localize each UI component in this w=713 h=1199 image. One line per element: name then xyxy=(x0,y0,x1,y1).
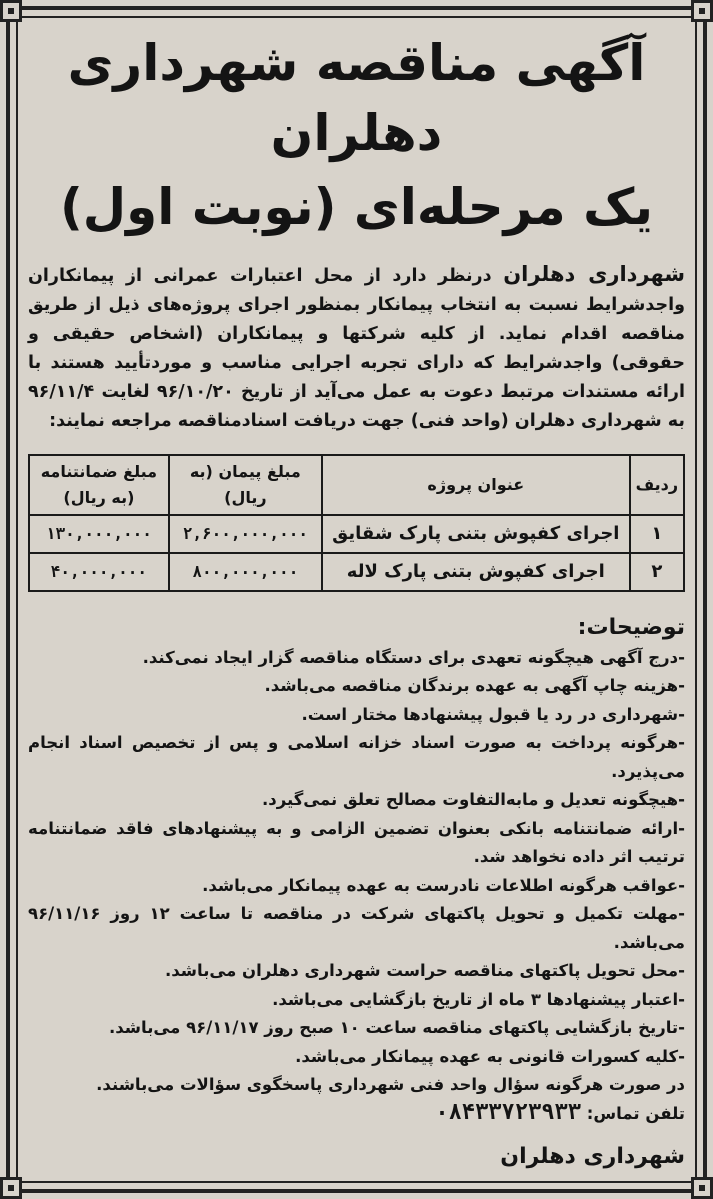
intro-lead: شهرداری دهلران xyxy=(503,262,685,286)
intro-text: درنظر دارد از محل اعتبارات عمرانی از پیمانکاران واجدشرایط نسبت به انتخاب پیمانکار بمنظور اجرای پروژه‌های ذیل از طریق مناقصه اقدام نماید. از کلیه شرکتها و پیمانکاران (اشخاص حقیقی و حقوقی) واجدشرایط که دارای تجربه اجرایی مناسب و موردتأیید هستند با ارائه مستندات مرتبط دعوت به عمل می‌آید از تاریخ ۹۶/۱۰/۲۰ لغایت ۹۶/۱۱/۴ به شهرداری دهلران (واحد فنی) جهت دریافت اسنادمناقصه مراجعه نمایند: xyxy=(28,266,685,431)
list-item: - مهلت تکمیل و تحویل پاکتهای شرکت در مناقصه تا ساعت ۱۲ روز ۹۶/۱۱/۱۶ می‌باشد. xyxy=(28,900,685,957)
contact-line xyxy=(28,1099,685,1128)
header-title: عنوان پروژه xyxy=(322,455,630,515)
notes-list xyxy=(28,644,685,1072)
list-item: - شهرداری در رد یا قبول پیشنهادها مختار است. xyxy=(28,701,685,730)
row-guarantee: ۱۳۰,۰۰۰,۰۰۰ xyxy=(29,515,169,553)
list-item: - تاریخ بازگشایی پاکتهای مناقصه ساعت ۱۰ صبح روز ۹۶/۱۱/۱۷ می‌باشد. xyxy=(28,1014,685,1043)
corner-ornament-icon xyxy=(691,1177,713,1199)
table-row xyxy=(29,553,684,591)
list-item: - کلیه کسورات قانونی به عهده پیمانکار می‌باشد. xyxy=(28,1043,685,1072)
signature: شهرداری دهلران xyxy=(500,1144,685,1169)
row-contract: ۲,۶۰۰,۰۰۰,۰۰۰ xyxy=(169,515,322,553)
header-index: ردیف xyxy=(630,455,684,515)
list-item: - اعتبار پیشنهادها ۳ ماه از تاریخ بازگشایی می‌باشد. xyxy=(28,986,685,1015)
notice-title: آگهی مناقصه شهرداری دهلران xyxy=(67,34,646,162)
corner-ornament-icon xyxy=(691,0,713,22)
list-item: - ارائه ضمانتنامه بانکی بعنوان تضمین الزامی و به پیشنهادهای فاقد ضمانتنامه ترتیب اثر داده نخواهد شد. xyxy=(28,815,685,872)
corner-ornament-icon xyxy=(0,1177,22,1199)
contact-label: تلفن تماس: xyxy=(586,1104,685,1123)
row-guarantee: ۴۰,۰۰۰,۰۰۰ xyxy=(29,553,169,591)
notice-content xyxy=(28,28,685,1171)
contact-phone: ۰۸۴۳۳۷۲۳۹۳۳ xyxy=(435,1100,582,1125)
projects-table xyxy=(28,454,685,592)
header-contract: مبلغ پیمان (به ریال) xyxy=(169,455,322,515)
list-item: - هزینه چاپ آگهی به عهده برندگان مناقصه می‌باشد. xyxy=(28,672,685,701)
row-index: ۱ xyxy=(630,515,684,553)
row-contract: ۸۰۰,۰۰۰,۰۰۰ xyxy=(169,553,322,591)
header-guarantee: مبلغ ضمانتنامه (به ریال) xyxy=(29,455,169,515)
intro-paragraph xyxy=(28,260,685,436)
corner-ornament-icon xyxy=(0,0,22,22)
notes-closing: در صورت هرگونه سؤال واحد فنی شهرداری پاسخگوی سؤالات می‌باشند. xyxy=(96,1075,685,1094)
list-item: - عواقب هرگونه اطلاعات نادرست به عهده پیمانکار می‌باشد. xyxy=(28,872,685,901)
row-title: اجرای کفپوش بتنی پارک لاله xyxy=(322,553,630,591)
notes-title: توضیحات: xyxy=(577,614,685,640)
table-row xyxy=(29,515,684,553)
list-item: - هیچگونه تعدیل و مابه‌التفاوت مصالح تعلق نمی‌گیرد. xyxy=(28,786,685,815)
list-item: - هرگونه پرداخت به صورت اسناد خزانه اسلامی و پس از تخصیص اسناد انجام می‌پذیرد. xyxy=(28,729,685,786)
row-index: ۲ xyxy=(630,553,684,591)
list-item: - محل تحویل پاکتهای مناقصه حراست شهرداری دهلران می‌باشد. xyxy=(28,957,685,986)
row-title: اجرای کفپوش بتنی پارک شقایق xyxy=(322,515,630,553)
table-header-row xyxy=(29,455,684,515)
list-item: - درج آگهی هیچگونه تعهدی برای دستگاه مناقصه گزار ایجاد نمی‌کند. xyxy=(28,644,685,673)
notice-subtitle: یک مرحله‌ای (نوبت اول) xyxy=(59,178,654,236)
